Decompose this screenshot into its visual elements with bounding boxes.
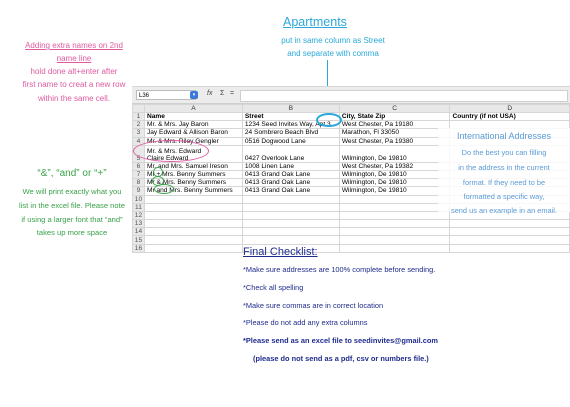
table-cell[interactable] [339,195,450,203]
row-number[interactable]: 12 [133,211,145,219]
table-cell[interactable]: Mr. & Mrs. Riley Gengler [144,137,242,145]
table-cell[interactable]: 0413 Grand Oak Lane [242,179,339,187]
table-cell[interactable]: Wilmington, De 19810 [339,145,450,162]
checklist-title: Final Checklist: [243,246,318,258]
column-header-row [133,105,570,113]
checklist-item: *Check all spelling [243,283,304,292]
international-line-2: in the address in the current [458,163,550,172]
extra-names-line-2: first name to creat a new row [22,80,126,89]
function-icon[interactable]: fx [207,90,213,97]
table-cell[interactable] [144,244,242,252]
table-cell[interactable] [450,236,570,244]
table-cell[interactable] [450,228,570,236]
apartment-highlight-oval [316,113,342,127]
checklist-item: *Make sure commas are in correct location [243,301,384,310]
row-number[interactable]: 4 [133,137,145,145]
select-all-corner[interactable] [133,105,145,113]
row-number[interactable]: 8 [133,179,145,187]
table-cell[interactable] [144,211,242,219]
table-cell[interactable]: 0516 Dogwood Lane [242,137,339,145]
international-line-5: send us an example in an email. [451,206,557,215]
table-cell[interactable]: Mr. and Mrs. Samuel Ireson [144,162,242,170]
table-cell[interactable]: Wilmington, De 19810 [339,179,450,187]
equals-icon[interactable]: = [230,90,235,97]
ampersand-line-3: if using a larger font that “and” [21,215,123,224]
table-cell[interactable]: 24 Sombrero Beach Blvd [242,129,339,137]
table-row [133,220,570,228]
international-addresses-note [438,128,570,215]
column-header[interactable]: A [144,105,242,113]
row-number[interactable]: 15 [133,236,145,244]
row-number[interactable]: 13 [133,220,145,228]
table-cell[interactable]: 1008 Linen Lane [242,162,339,170]
table-cell[interactable] [242,236,339,244]
table-cell[interactable]: West Chester, Pa 19180 [339,121,450,129]
apartments-line-1: put in same column as Street [281,36,385,45]
table-cell[interactable] [144,236,242,244]
table-cell[interactable]: 0413 Grand Oak Lane [242,170,339,178]
table-cell[interactable]: 1234 Seed Invites Way, Apt 3 [242,121,339,129]
table-cell[interactable] [339,236,450,244]
table-cell[interactable] [144,228,242,236]
table-cell[interactable] [339,244,450,252]
table-cell[interactable]: Mr and Mrs. Benny Summers [144,187,242,195]
table-row [133,228,570,236]
international-line-3: format. If they need to be [462,178,546,187]
international-line-1: Do the best you can filling [461,148,547,157]
row-number[interactable]: 10 [133,195,145,203]
row-number[interactable]: 3 [133,129,145,137]
table-cell[interactable]: West Chester, Pa 19382 [339,162,450,170]
extra-names-title-2: name line [56,54,92,63]
table-row [133,244,570,252]
row-number[interactable]: 2 [133,121,145,129]
ampersand-line-2: list in the excel file. Please note [19,201,125,210]
table-cell[interactable]: Wilmington, De 19810 [339,170,450,178]
table-cell[interactable]: 0427 Overlook Lane [242,145,339,162]
table-cell[interactable] [339,203,450,211]
table-cell[interactable] [450,220,570,228]
row-number[interactable]: 16 [133,244,145,252]
table-cell[interactable]: Wilmington, De 19810 [339,187,450,195]
table-cell[interactable]: Mr. & Mrs. Jay Baron [144,121,242,129]
cell-line-1: Mr. & Mrs. Edward [146,147,202,155]
table-cell[interactable] [339,228,450,236]
table-cell[interactable] [242,228,339,236]
checklist-item: *Make sure addresses are 100% complete before sending. [243,265,436,274]
formula-input[interactable] [240,90,568,102]
apartments-line-2: and separate with comma [287,49,379,58]
extra-names-line-1: hold done alt+enter after [30,67,118,76]
table-cell[interactable]: Marathon, Fl 33050 [339,129,450,137]
extra-names-line-3: within the same cell. [37,94,111,103]
table-cell[interactable] [339,220,450,228]
ampersand-line-1: We will print exactly what you [22,187,122,196]
checklist-item: (please do not send as a pdf, csv or numbers file.) [253,354,429,363]
and-highlight-oval [154,184,174,194]
formula-bar [132,87,570,104]
table-cell[interactable]: West Chester, Pa 19380 [339,137,450,145]
table-cell[interactable] [242,211,339,219]
table-cell[interactable]: City, State Zip [339,113,450,121]
table-cell[interactable]: Name [144,113,242,121]
international-title: International Addresses [456,131,552,141]
row-number[interactable]: 9 [133,187,145,195]
ampersand-line-4: takes up more space [36,228,108,237]
table-cell[interactable] [144,195,242,203]
checklist-item: *Please send as an excel file to seedinvites@gmail.com [243,336,438,345]
row-number[interactable]: 11 [133,203,145,211]
table-cell[interactable]: 0413 Grand Oak Lane [242,187,339,195]
international-line-4: formatted a specific way, [463,192,545,201]
multiline-name-highlight-oval [133,140,209,162]
column-header[interactable]: D [450,105,570,113]
table-cell[interactable]: Jay Edward & Allison Baron [144,129,242,137]
table-cell[interactable] [242,195,339,203]
ampersand-title: “&”, “and” or “+” [37,168,107,179]
column-header[interactable]: C [339,105,450,113]
table-row [133,236,570,244]
table-cell[interactable] [450,244,570,252]
table-row [133,113,570,121]
table-cell[interactable] [144,220,242,228]
table-cell[interactable]: Mr & Mrs. Benny Summers [144,179,242,187]
row-number[interactable]: 5 [133,145,145,162]
table-cell[interactable]: Mr + Mrs. Benny Summers [144,170,242,178]
column-header[interactable]: B [242,105,339,113]
sum-icon[interactable]: Σ [220,90,225,97]
extra-names-title: Adding extra names on 2nd [25,41,123,50]
table-cell[interactable] [339,211,450,219]
cell-reference-box[interactable]: L36 [136,90,196,100]
chevron-down-icon[interactable]: ▾ [190,91,198,99]
row-number[interactable]: 6 [133,162,145,170]
row-number[interactable]: 7 [133,170,145,178]
row-number[interactable]: 14 [133,228,145,236]
cell-line-2: Claire Edward [146,154,189,162]
row-number[interactable]: 1 [133,113,145,121]
apartments-title: Apartments [283,15,347,29]
table-cell[interactable]: Country (if not USA) [450,113,570,121]
table-cell[interactable] [242,203,339,211]
table-cell[interactable] [242,220,339,228]
table-cell[interactable]: Street [242,113,339,121]
table-cell[interactable] [144,203,242,211]
checklist-item: *Please do not add any extra columns [243,318,368,327]
